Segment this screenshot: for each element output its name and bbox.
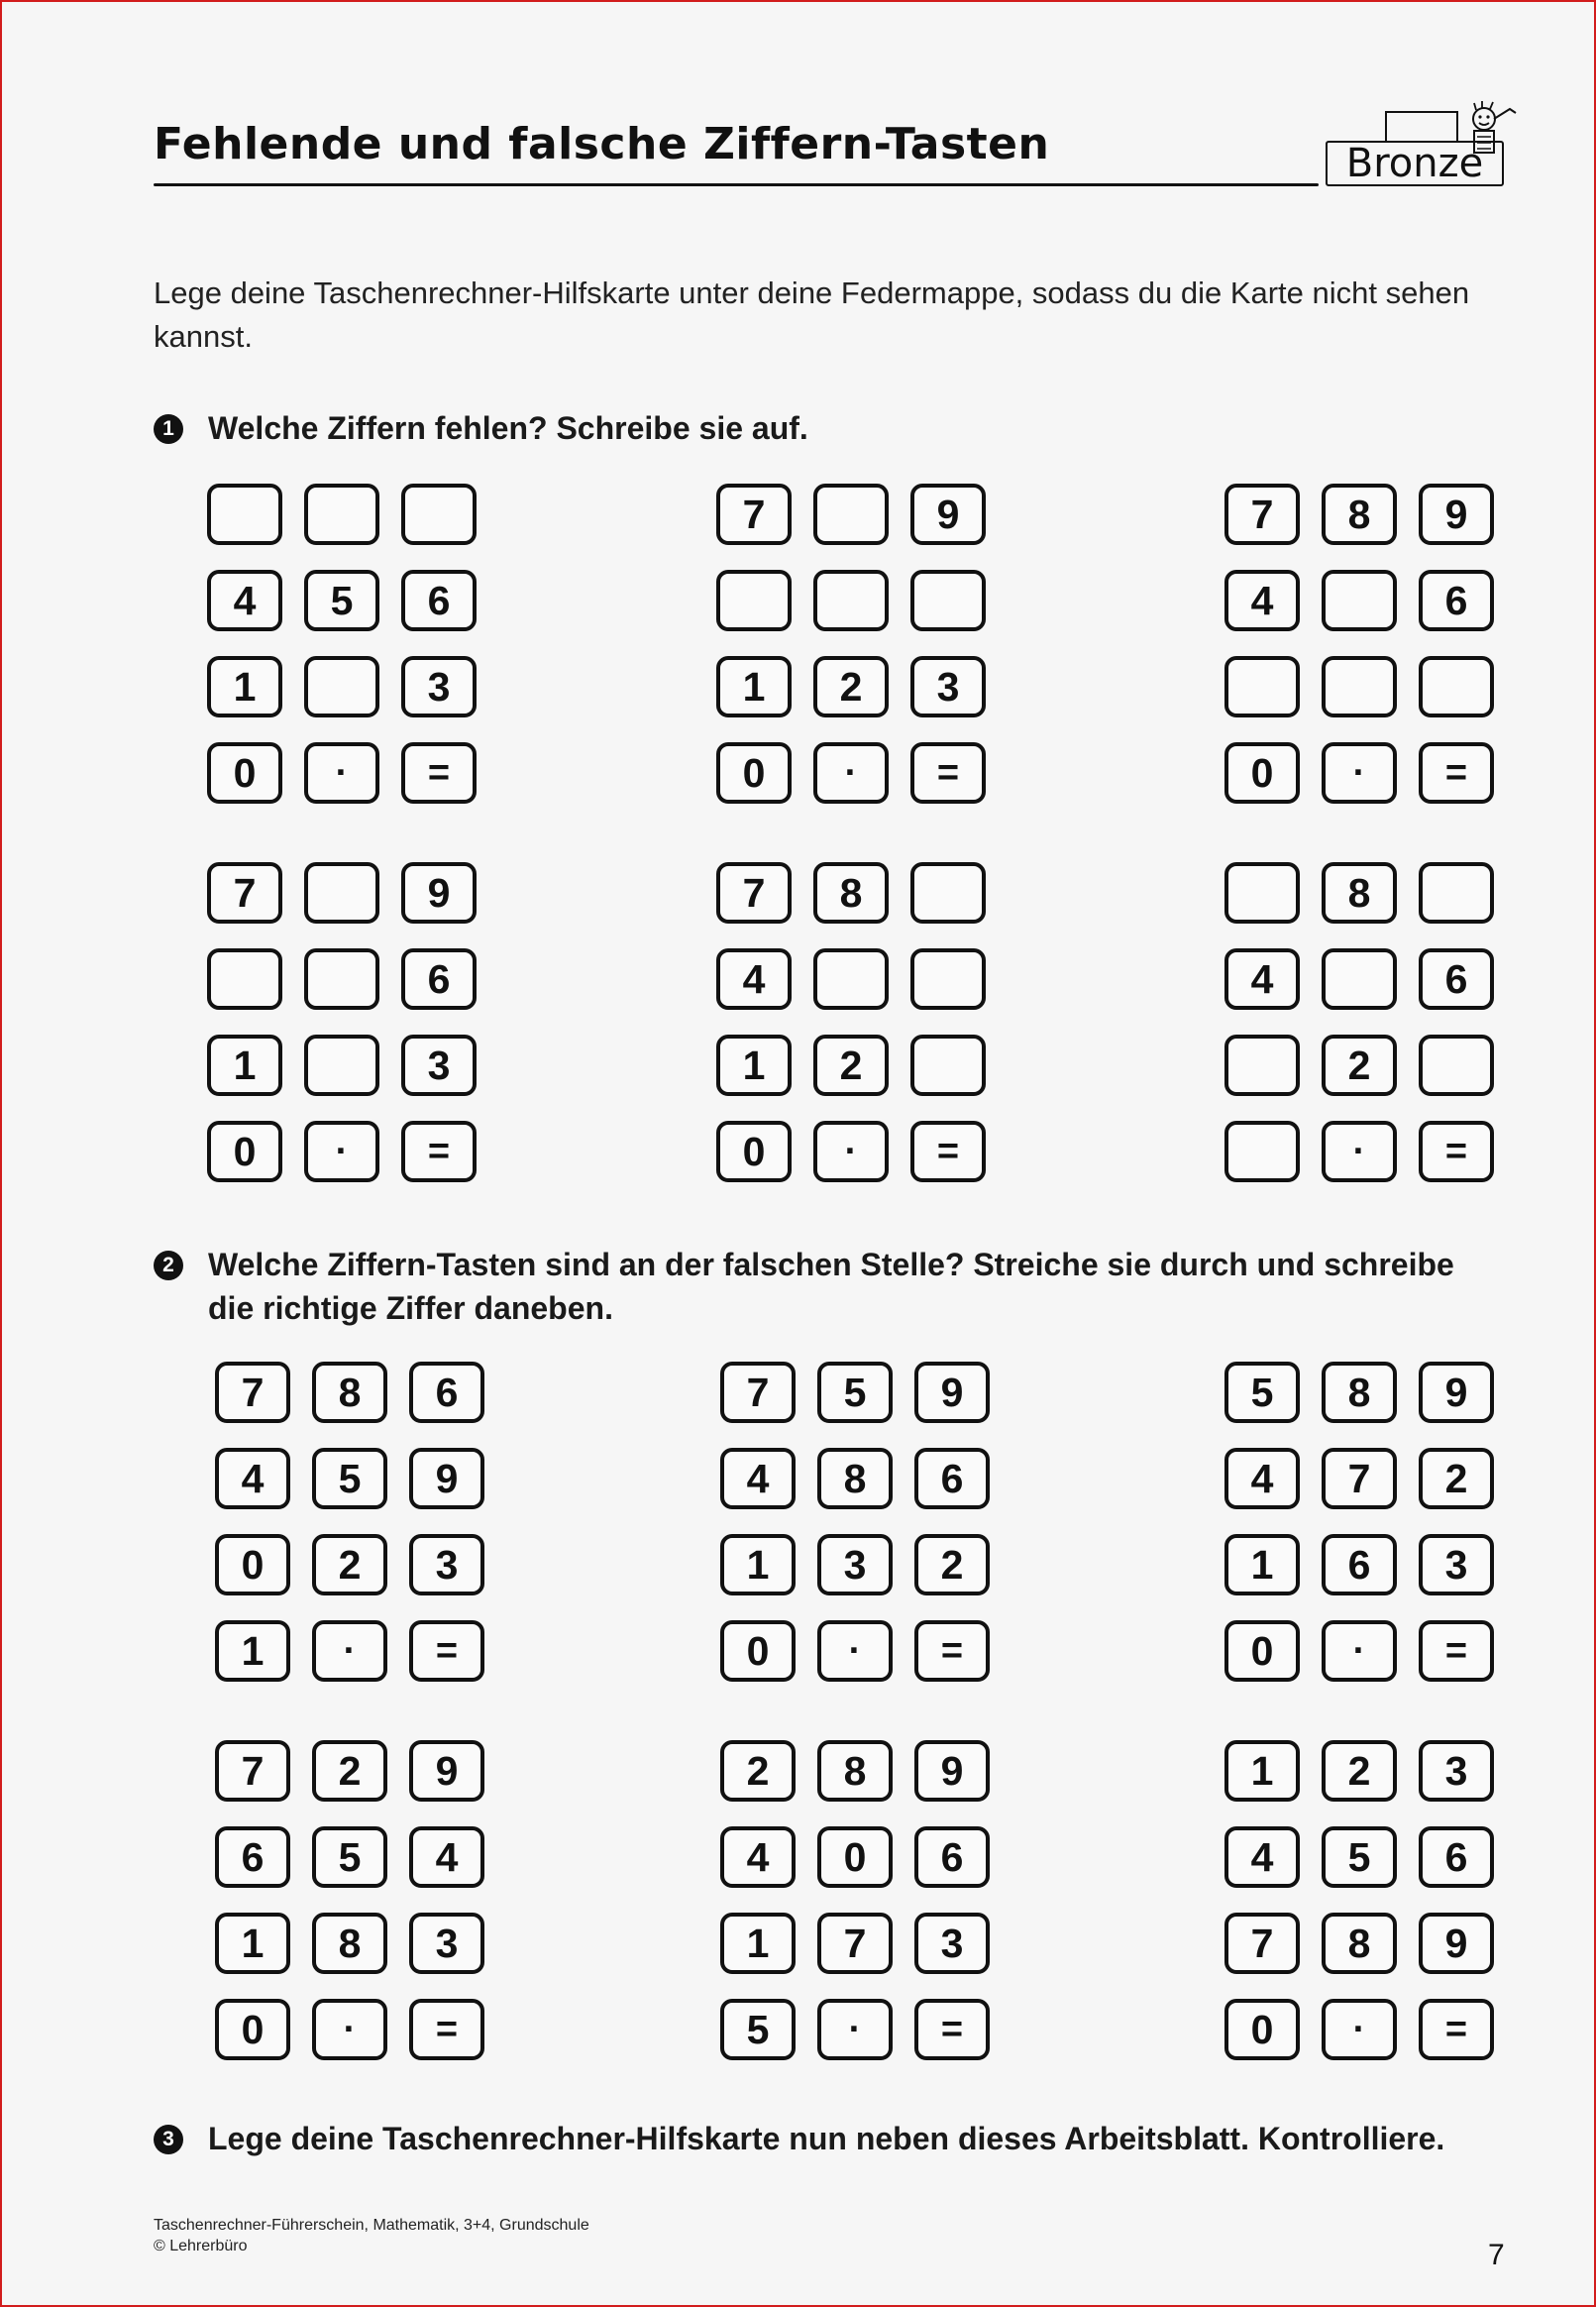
task-3-number: 3 — [154, 2125, 183, 2154]
calculator-key: 3 — [409, 1534, 484, 1595]
calculator-key: 1 — [1224, 1534, 1300, 1595]
blank-key-field[interactable] — [910, 570, 986, 631]
calculator-key: 0 — [716, 742, 792, 804]
footer-credits — [154, 2215, 589, 2256]
calculator-key: = — [914, 1620, 990, 1682]
task1-keypad-1 — [207, 484, 477, 804]
calculator-key: 8 — [312, 1362, 387, 1423]
calculator-key: 9 — [401, 862, 477, 924]
task2-keypad-4 — [215, 1740, 484, 2060]
blank-key-field[interactable] — [1419, 656, 1494, 717]
task-3 — [154, 2117, 1501, 2160]
calculator-key: 9 — [1419, 1362, 1494, 1423]
calculator-key: 5 — [304, 570, 379, 631]
bronze-badge — [1320, 99, 1533, 194]
calculator-key: 1 — [215, 1913, 290, 1974]
calculator-key: 7 — [720, 1362, 796, 1423]
blank-key-field[interactable] — [813, 484, 889, 545]
calculator-key: 4 — [215, 1448, 290, 1509]
blank-key-field[interactable] — [207, 948, 282, 1010]
calculator-key: 4 — [409, 1826, 484, 1888]
calculator-key: 8 — [1322, 1362, 1397, 1423]
blank-key-field[interactable] — [304, 656, 379, 717]
calculator-key: 9 — [409, 1740, 484, 1802]
calculator-key: 2 — [914, 1534, 990, 1595]
calculator-key: 7 — [215, 1362, 290, 1423]
calculator-key: 1 — [1224, 1740, 1300, 1802]
blank-key-field[interactable] — [304, 862, 379, 924]
calculator-key: = — [910, 1121, 986, 1182]
calculator-key: · — [813, 742, 889, 804]
calculator-key: 8 — [312, 1913, 387, 1974]
task1-keypad-4 — [207, 862, 477, 1182]
calculator-key: 1 — [207, 656, 282, 717]
calculator-key: 2 — [1419, 1448, 1494, 1509]
calculator-key: = — [401, 1121, 477, 1182]
calculator-key: 1 — [720, 1913, 796, 1974]
badge-label: Bronze — [1326, 141, 1504, 186]
calculator-key: 0 — [215, 1999, 290, 2060]
calculator-key: 3 — [1419, 1534, 1494, 1595]
task-2-number: 2 — [154, 1251, 183, 1280]
blank-key-field[interactable] — [1224, 656, 1300, 717]
task1-keypad-2 — [716, 484, 986, 804]
calculator-key: 0 — [207, 1121, 282, 1182]
task-1-text: Welche Ziffern fehlen? Schreibe sie auf. — [208, 410, 808, 446]
task2-keypad-1 — [215, 1362, 484, 1682]
calculator-key: 5 — [720, 1999, 796, 2060]
calculator-key: 5 — [1224, 1362, 1300, 1423]
task-1 — [154, 406, 1501, 450]
blank-key-field[interactable] — [1419, 862, 1494, 924]
calculator-key: · — [1322, 742, 1397, 804]
calculator-key: = — [914, 1999, 990, 2060]
task1-keypad-5 — [716, 862, 986, 1182]
calculator-key: 7 — [1224, 484, 1300, 545]
calculator-key: · — [817, 1999, 893, 2060]
task-2-text: Welche Ziffern-Tasten sind an der falschen Stelle? Streiche sie durch und schreibe die richtige Ziffer daneben. — [208, 1247, 1454, 1326]
task2-keypad-6 — [1224, 1740, 1494, 2060]
blank-key-field[interactable] — [910, 948, 986, 1010]
calculator-key: 8 — [1322, 1913, 1397, 1974]
task2-keypad-2 — [720, 1362, 990, 1682]
calculator-key: 6 — [914, 1826, 990, 1888]
task1-keypad-3 — [1224, 484, 1494, 804]
calculator-key: 2 — [720, 1740, 796, 1802]
calculator-key: 4 — [207, 570, 282, 631]
calculator-key: 9 — [1419, 1913, 1494, 1974]
calculator-key: 6 — [1419, 1826, 1494, 1888]
calculator-key: 0 — [1224, 1999, 1300, 2060]
calculator-key: · — [312, 1999, 387, 2060]
calculator-key: 6 — [409, 1362, 484, 1423]
calculator-key: 0 — [207, 742, 282, 804]
podium-step — [1385, 111, 1458, 141]
calculator-key: = — [1419, 1620, 1494, 1682]
blank-key-field[interactable] — [304, 1035, 379, 1096]
calculator-key: 4 — [720, 1826, 796, 1888]
calculator-key: 4 — [720, 1448, 796, 1509]
calculator-key: 7 — [716, 862, 792, 924]
calculator-key: = — [1419, 1999, 1494, 2060]
calculator-key: · — [1322, 1121, 1397, 1182]
calculator-key: 3 — [401, 656, 477, 717]
calculator-key: 5 — [817, 1362, 893, 1423]
calculator-key: 9 — [910, 484, 986, 545]
task-1-number: 1 — [154, 414, 183, 444]
calculator-key: 6 — [1419, 948, 1494, 1010]
task2-keypad-3 — [1224, 1362, 1494, 1682]
calculator-key: · — [312, 1620, 387, 1682]
blank-key-field[interactable] — [1322, 656, 1397, 717]
task2-keypad-5 — [720, 1740, 990, 2060]
calculator-key: 2 — [312, 1534, 387, 1595]
calculator-key: 1 — [207, 1035, 282, 1096]
calculator-key: 3 — [409, 1913, 484, 1974]
calculator-key: 2 — [813, 656, 889, 717]
calculator-key: 9 — [914, 1740, 990, 1802]
calculator-key: 5 — [312, 1826, 387, 1888]
calculator-key: 6 — [914, 1448, 990, 1509]
calculator-key: 4 — [1224, 948, 1300, 1010]
calculator-key: 7 — [215, 1740, 290, 1802]
calculator-key: 0 — [720, 1620, 796, 1682]
blank-key-field[interactable] — [813, 948, 889, 1010]
blank-key-field[interactable] — [716, 570, 792, 631]
blank-key-field[interactable] — [1224, 1035, 1300, 1096]
calculator-key: = — [1419, 1121, 1494, 1182]
calculator-key: 3 — [910, 656, 986, 717]
calculator-key: 9 — [1419, 484, 1494, 545]
intro-text: Lege deine Taschenrechner-Hilfskarte unter deine Federmappe, sodass du die Karte nicht sehen kannst. — [154, 275, 1470, 354]
page-number: 7 — [1488, 2239, 1505, 2271]
blank-key-field[interactable] — [813, 570, 889, 631]
calculator-key: 0 — [716, 1121, 792, 1182]
calculator-key: 7 — [716, 484, 792, 545]
blank-key-field[interactable] — [1322, 570, 1397, 631]
blank-key-field[interactable] — [910, 1035, 986, 1096]
calculator-key: 2 — [312, 1740, 387, 1802]
blank-key-field[interactable] — [207, 484, 282, 545]
calculator-key: = — [401, 742, 477, 804]
calculator-key: = — [409, 1620, 484, 1682]
calculator-key: = — [910, 742, 986, 804]
calculator-key: · — [817, 1620, 893, 1682]
calculator-key: 3 — [1419, 1740, 1494, 1802]
calculator-key: · — [1322, 1999, 1397, 2060]
calculator-key: 6 — [401, 570, 477, 631]
calculator-key: 1 — [720, 1534, 796, 1595]
calculator-key: 4 — [1224, 1826, 1300, 1888]
calculator-key: 1 — [716, 656, 792, 717]
title-underline — [154, 183, 1319, 186]
calculator-key: 8 — [813, 862, 889, 924]
calculator-key: 6 — [215, 1826, 290, 1888]
calculator-key: 7 — [817, 1913, 893, 1974]
blank-key-field[interactable] — [910, 862, 986, 924]
calculator-key: 0 — [817, 1826, 893, 1888]
calculator-key: 7 — [207, 862, 282, 924]
calculator-key: 8 — [817, 1448, 893, 1509]
calculator-key: 1 — [716, 1035, 792, 1096]
blank-key-field[interactable] — [401, 484, 477, 545]
calculator-key: 0 — [1224, 742, 1300, 804]
calculator-key: 3 — [914, 1913, 990, 1974]
calculator-key: 0 — [1224, 1620, 1300, 1682]
calculator-key: 2 — [813, 1035, 889, 1096]
calculator-key: · — [304, 1121, 379, 1182]
calculator-key: 1 — [215, 1620, 290, 1682]
calculator-key: = — [1419, 742, 1494, 804]
blank-key-field[interactable] — [1224, 862, 1300, 924]
calculator-key: 4 — [716, 948, 792, 1010]
calculator-key: 9 — [409, 1448, 484, 1509]
calculator-key: 2 — [1322, 1740, 1397, 1802]
blank-key-field[interactable] — [304, 484, 379, 545]
calculator-key: 6 — [1419, 570, 1494, 631]
calculator-key: 7 — [1322, 1448, 1397, 1509]
footer-copyright: © Lehrerbüro — [154, 2238, 248, 2254]
calculator-key: 4 — [1224, 1448, 1300, 1509]
task-3-text: Lege deine Taschenrechner-Hilfskarte nun neben dieses Arbeitsblatt. Kontrolliere. — [208, 2121, 1445, 2156]
blank-key-field[interactable] — [304, 948, 379, 1010]
calculator-key: 8 — [1322, 484, 1397, 545]
task1-keypad-6 — [1224, 862, 1494, 1182]
footer-source: Taschenrechner-Führerschein, Mathematik, 3+4, Grundschule — [154, 2217, 589, 2234]
calculator-key: 8 — [1322, 862, 1397, 924]
blank-key-field[interactable] — [1224, 1121, 1300, 1182]
calculator-key: · — [813, 1121, 889, 1182]
calculator-key: 9 — [914, 1362, 990, 1423]
calculator-key: 2 — [1322, 1035, 1397, 1096]
calculator-key: = — [409, 1999, 484, 2060]
calculator-key: 4 — [1224, 570, 1300, 631]
calculator-key: · — [304, 742, 379, 804]
calculator-key: 6 — [401, 948, 477, 1010]
calculator-key: · — [1322, 1620, 1397, 1682]
calculator-key: 3 — [817, 1534, 893, 1595]
blank-key-field[interactable] — [1419, 1035, 1494, 1096]
calculator-key: 8 — [817, 1740, 893, 1802]
page-title: Fehlende und falsche Ziffern-Tasten — [154, 119, 1050, 169]
calculator-key: 0 — [215, 1534, 290, 1595]
blank-key-field[interactable] — [1322, 948, 1397, 1010]
calculator-key: 7 — [1224, 1913, 1300, 1974]
task-2 — [154, 1243, 1501, 1330]
calculator-key: 5 — [312, 1448, 387, 1509]
calculator-key: 5 — [1322, 1826, 1397, 1888]
calculator-key: 3 — [401, 1035, 477, 1096]
calculator-key: 6 — [1322, 1534, 1397, 1595]
